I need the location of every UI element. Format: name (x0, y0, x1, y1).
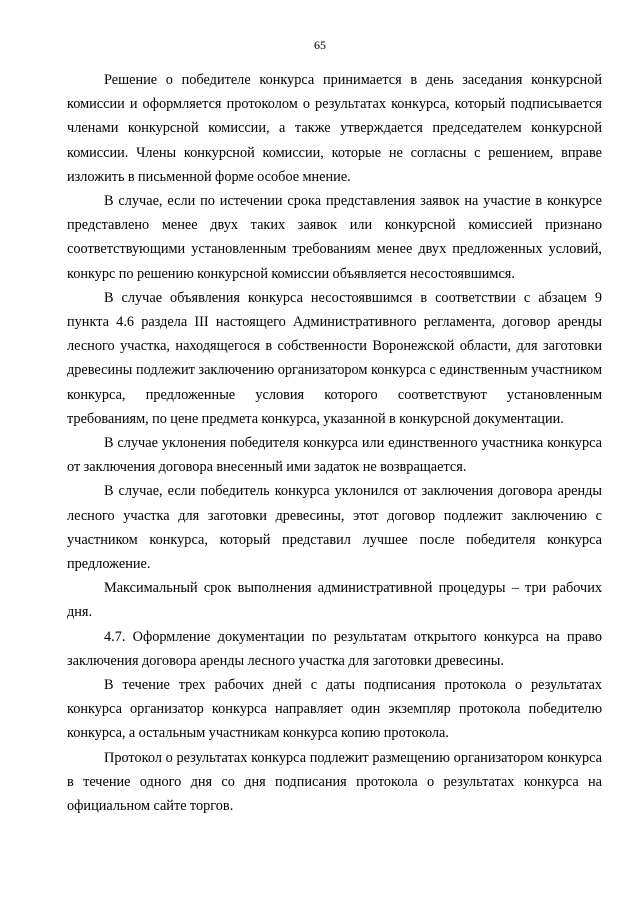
paragraph-protocol-publication: Протокол о результатах конкурса подлежит размещению организатором конкурса в течение одного дня со дня подписания протокола о результатах конкурса на официальном сайте торгов. (67, 749, 602, 815)
paragraph-deposit-forfeit: В случае уклонения победителя конкурса или единственного участника конкурса от заключения договора внесенный ими задаток не возвращается. (67, 435, 602, 476)
paragraph-winner-evasion: В случае, если победитель конкурса уклонился от заключения договора аренды лесного участка для заготовки древесины, этот договор подлежит заключению с участником конкурса, который представил лучшее после победителя конкурса предложение. (67, 483, 602, 573)
paragraph-winner-decision: Решение о победителе конкурса принимается в день заседания конкурсной комиссии и оформляется протоколом о результатах конкурса, который подписывается членами конкурсной комиссии, а также утверждается председателем конкурсной комиссии. Члены конкурсной комиссии, которые не согласны с решением, вправе изложить в письменной форме особое мнение. (67, 72, 602, 185)
paragraph-protocol-distribution: В течение трех рабочих дней с даты подписания протокола о результатах конкурса организатор конкурса направляет один экземпляр протокола победителю конкурса, а остальным участникам конкурса копию протокола. (67, 677, 602, 742)
paragraph-section-4-7: 4.7. Оформление документации по результатам открытого конкурса на право заключения договора аренды лесного участка для заготовки древесины. (67, 628, 602, 669)
page-number: 65 (314, 38, 326, 52)
document-body (67, 68, 602, 818)
paragraph-single-participant-contract: В случае объявления конкурса несостоявшимся в соответствии с абзацем 9 пункта 4.6 раздела III настоящего Административного регламента, договор аренды лесного участка, находящегося в собственности Воронежской области, для заготовки древесины подлежит заключению организатором конкурса с единственным участником конкурса, предложенные условия которого соответствуют установленным требованиям, по цене предмета конкурса, указанной в конкурсной документации. (67, 289, 602, 427)
paragraph-max-term: Максимальный срок выполнения административной процедуры – три рабочих дня. (67, 580, 602, 621)
paragraph-insufficient-applications: В случае, если по истечении срока представления заявок на участие в конкурсе представлено менее двух таких заявок или конкурсной комиссией признано соответствующими установленным требованиям менее двух предложенных условий, конкурс по решению конкурсной комиссии объявляется несостоявшимся. (67, 193, 602, 282)
